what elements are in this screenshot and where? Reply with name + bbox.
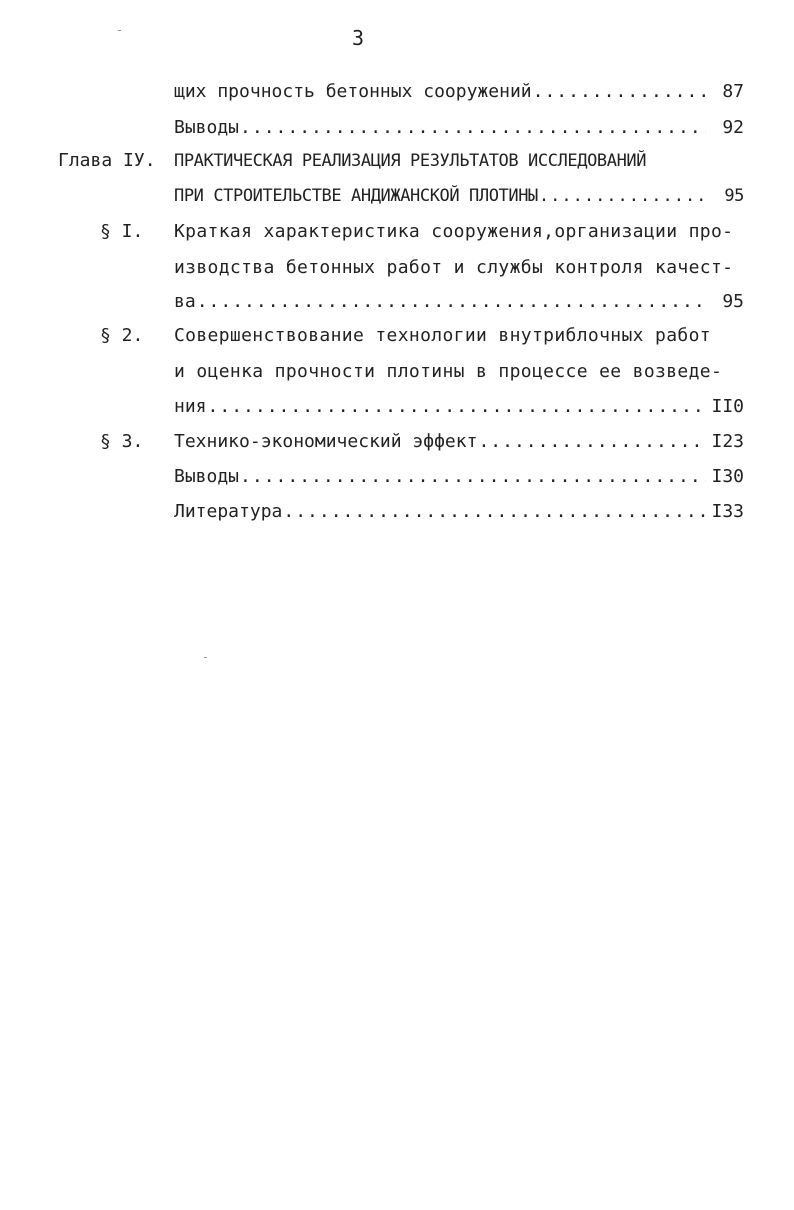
toc-page-number: 92 [722,117,744,138]
section-2-line-3: ния [174,396,207,417]
toc-entry-literature[interactable] [174,498,744,526]
chapter-title-line-2: ПРИ СТРОИТЕЛЬСТВЕ АНДИЖАНСКОЙ ПЛОТИНЫ [174,186,538,206]
toc-entry-section-3[interactable] [174,428,744,456]
scan-speck [118,30,121,31]
section-1-line-1[interactable]: Краткая характеристика сооружения,организации про- [174,221,734,242]
leader-dots [208,393,706,421]
leader-dots [539,182,706,210]
toc-page-number: 95 [722,291,744,312]
toc-entry-text: щих прочность бетонных сооружений [174,81,532,102]
toc-entry-text: Литература [174,501,283,522]
chapter-label: Глава ІУ. [58,150,156,171]
section-label: § 3. [100,431,144,452]
toc-page-number: I33 [711,501,744,522]
toc-entry-conclusions-2[interactable] [174,463,744,491]
section-2-line-2[interactable]: и оценка прочности плотины в процессе ее возведе- [174,361,723,382]
toc-page-number: 87 [722,81,744,102]
leader-dots [533,78,706,106]
section-1-line-3: ва [174,291,196,312]
section-label: § 2. [100,325,144,346]
leader-dots [240,463,706,491]
toc-entry-section-1[interactable] [174,288,744,316]
toc-page-number: II0 [711,396,744,417]
section-2-line-1[interactable]: Совершенствование технологии внутриблочных работ [174,325,711,346]
section-label: § I. [100,221,144,242]
toc-entry-text: Выводы [174,117,240,138]
toc-page-number: 95 [724,186,744,206]
leader-dots [240,114,706,142]
chapter-title-line-1[interactable]: ПРАКТИЧЕСКАЯ РЕАЛИЗАЦИЯ РЕЗУЛЬТАТОВ ИССЛЕДОВАНИЙ [174,151,647,171]
leader-dots [478,428,706,456]
leader-dots [197,288,706,316]
section-1-line-2[interactable]: изводства бетонных работ и службы контроля качест- [174,257,734,278]
toc-page-number: I23 [711,431,744,452]
page-number: 3 [352,26,365,50]
toc-entry-section-2[interactable] [174,393,744,421]
toc-entry-text: Выводы [174,466,240,487]
toc-entry-chapter-4[interactable] [174,182,744,210]
toc-entry-conclusions[interactable] [174,114,744,142]
toc-page-number: I30 [711,466,744,487]
leader-dots [283,498,706,526]
toc-entry-strength[interactable] [174,78,744,106]
toc-entry-text: Технико-экономический эффект [174,431,478,452]
scan-speck [204,657,207,658]
